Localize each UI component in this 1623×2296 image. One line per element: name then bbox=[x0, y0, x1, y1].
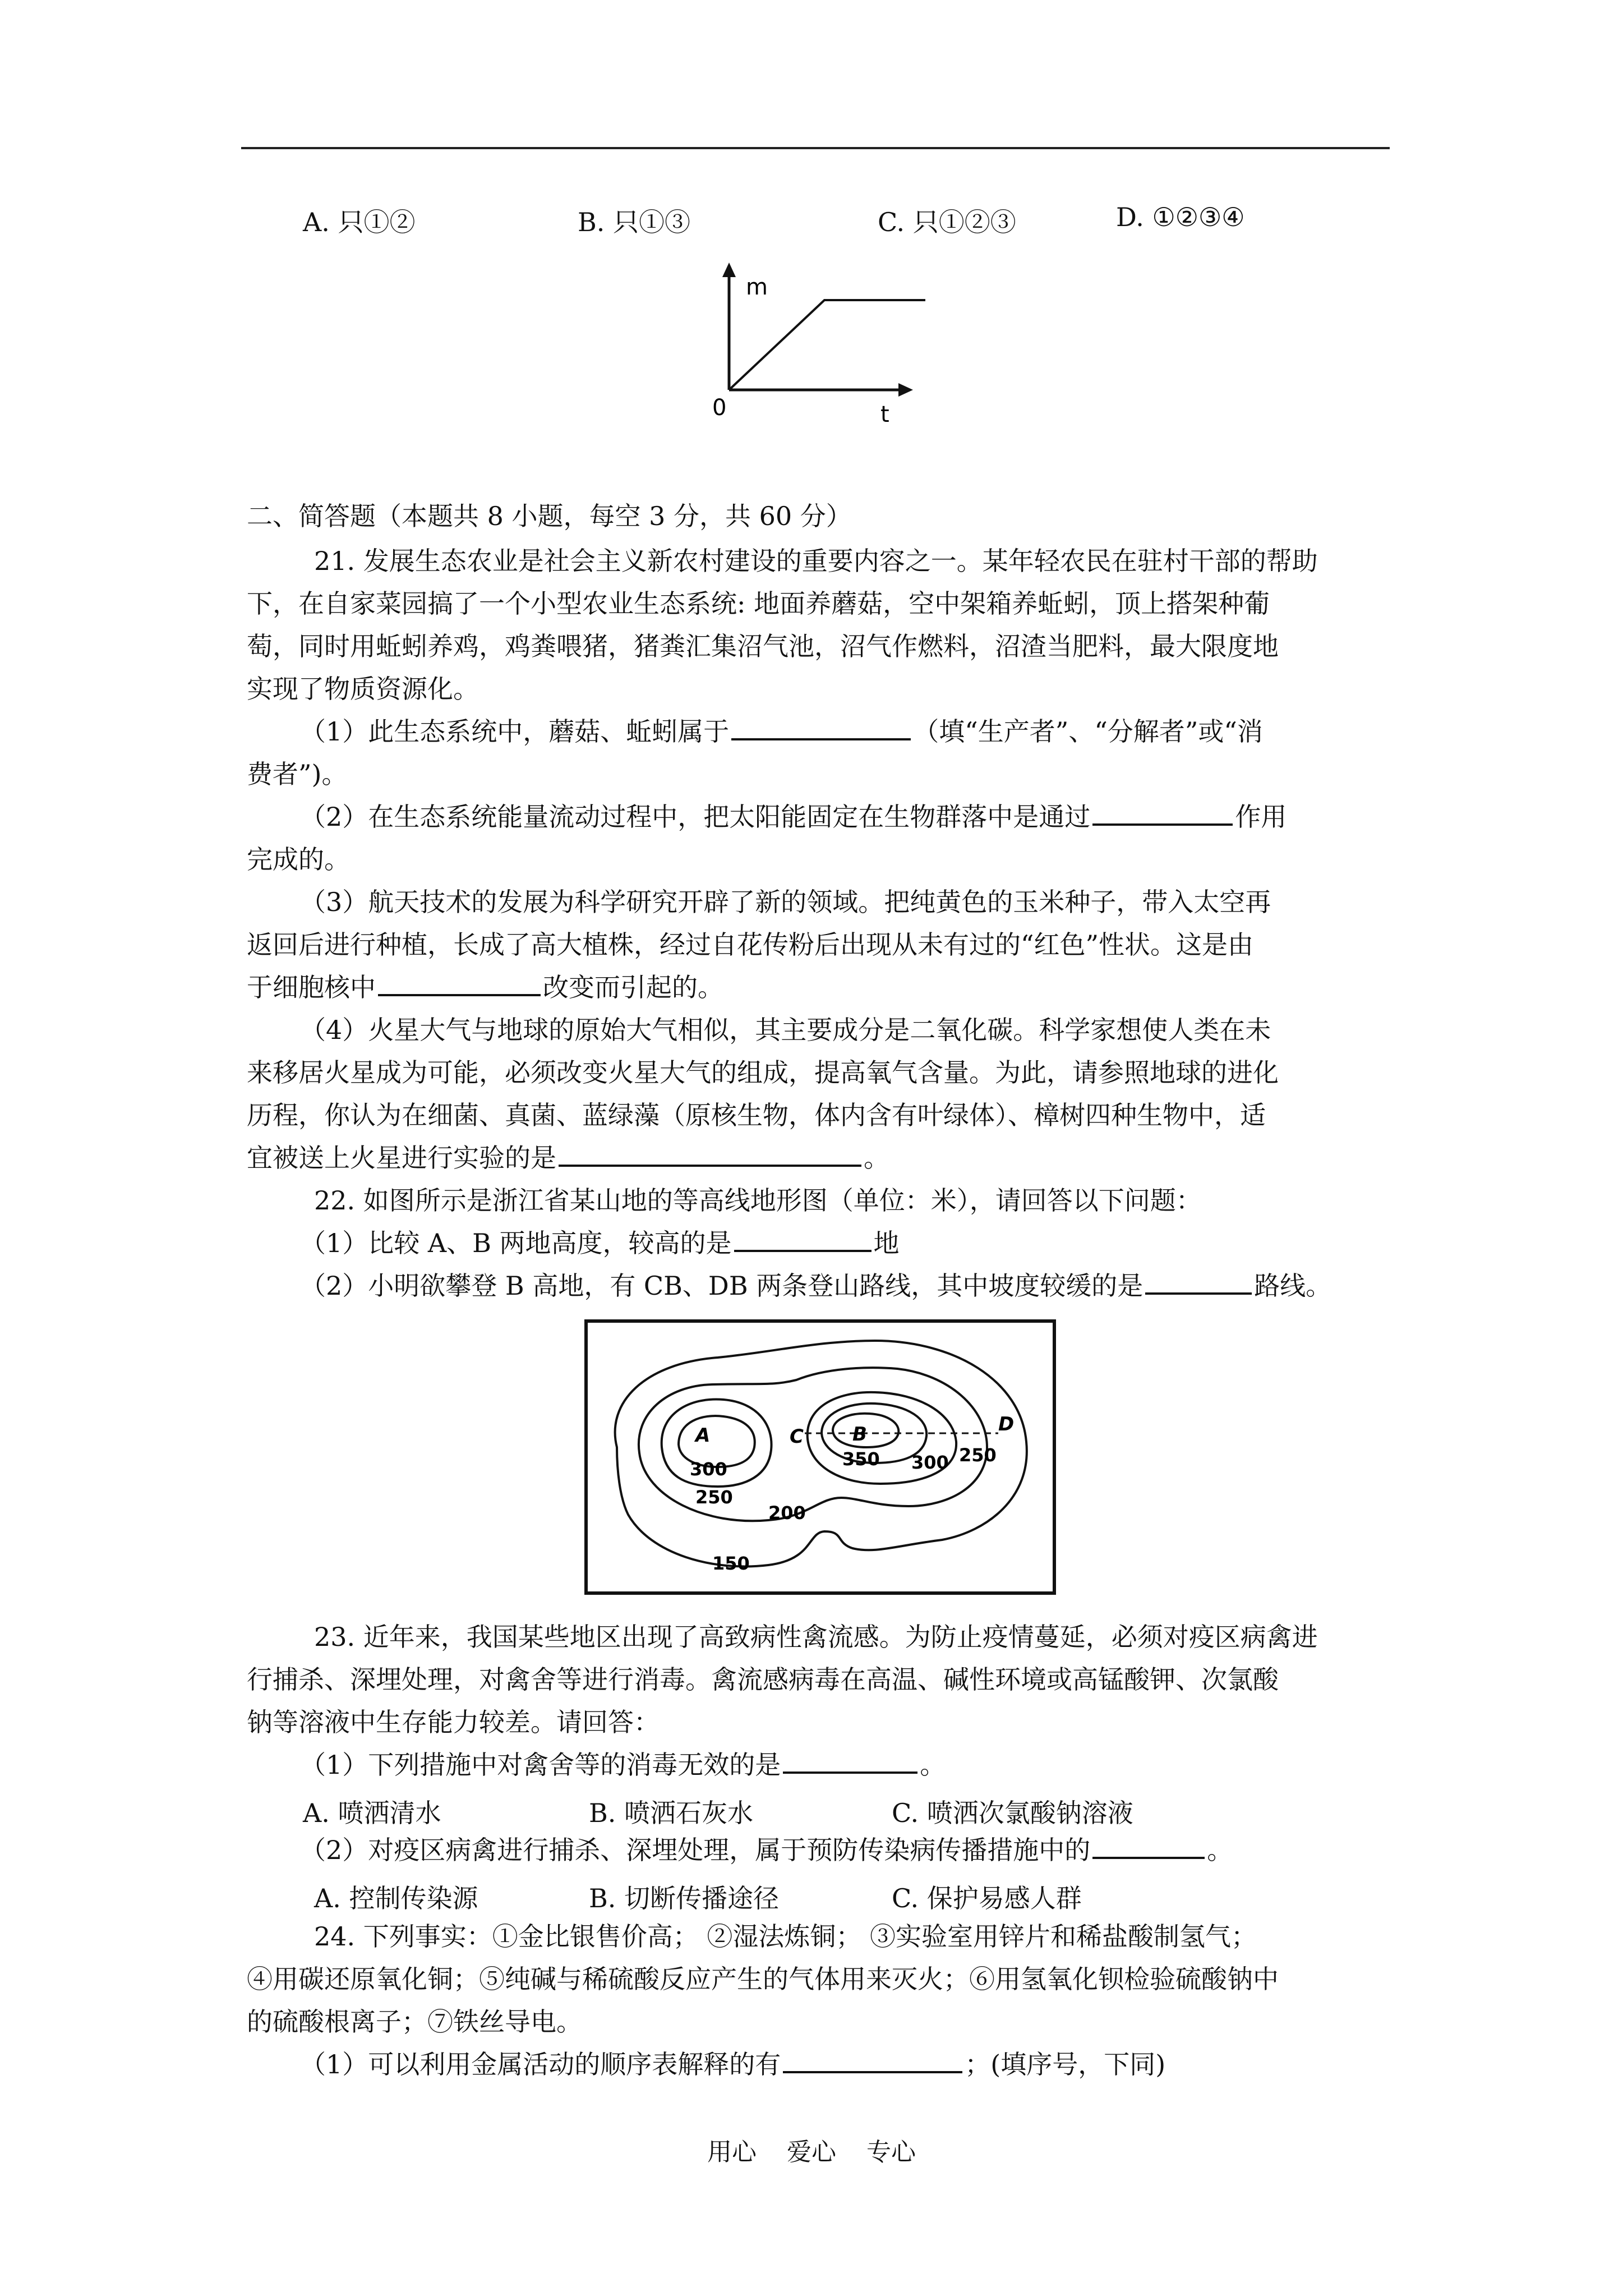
q22-part2: （2）小明欲攀登 B 高地，有 CB、DB 两条登山路线，其中坡度较缓的是 路线。 bbox=[300, 1264, 1331, 1307]
q21-intro-3: 萄，同时用蚯蚓养鸡，鸡粪喂猪，猪粪汇集沼气池，沼气作燃料，沼渣当肥料，最大限度地 bbox=[247, 631, 1279, 661]
contour-label-200: 200 bbox=[768, 1502, 806, 1524]
q23-p1-option-c: C. 喷洒次氯酸钠溶液 bbox=[892, 1798, 1133, 1828]
section-heading: 二、简答题（本题共 8 小题，每空 3 分，共 60 分） bbox=[247, 501, 852, 531]
q23-part2: （2）对疫区病禽进行捕杀、深埋处理，属于预防传染病传播措施中的 。 bbox=[300, 1829, 1233, 1871]
answer-blank-q23-1[interactable] bbox=[783, 1746, 917, 1774]
graph-y-label: m bbox=[746, 274, 768, 300]
page-footer: 用心 爱心 专心 bbox=[707, 2138, 916, 2166]
q23-intro-3: 钠等溶液中生存能力较差。请回答： bbox=[247, 1707, 660, 1737]
q24-intro-3: 的硫酸根离子；⑦铁丝导电。 bbox=[247, 2007, 582, 2037]
q23-p2-option-b: B. 切断传播途径 bbox=[589, 1883, 780, 1913]
q21-part4-line2: 来移居火星成为可能，必须改变火星大气的组成，提高氧气含量。为此，请参照地球的进化 bbox=[247, 1057, 1279, 1088]
q23-intro-1: 23. 近年来，我国某些地区出现了高致病性禽流感。为防止疫情蔓延，必须对疫区病禽进 bbox=[314, 1622, 1318, 1652]
map-label-d: D bbox=[998, 1413, 1015, 1435]
q21-part4-line1: （4）火星大气与地球的原始大气相似，其主要成分是二氧化碳。科学家想使人类在未 bbox=[300, 1015, 1271, 1045]
q20-option-d: D. ①②③④ bbox=[1116, 202, 1245, 232]
q21-part2-line1: （2）在生态系统能量流动过程中，把太阳能固定在生物群落中是通过 作用 bbox=[300, 795, 1287, 838]
q21-part3-line1: （3）航天技术的发展为科学研究开辟了新的领域。把纯黄色的玉米种子，带入太空再 bbox=[300, 887, 1271, 917]
contour-label-250-b: 250 bbox=[959, 1444, 997, 1466]
q23-intro-2: 行捕杀、深埋处理，对禽舍等进行消毒。禽流感病毒在高温、碱性环境或高锰酸钾、次氯酸 bbox=[247, 1664, 1279, 1695]
q20-option-c: C. 只①②③ bbox=[878, 207, 1016, 237]
q23-p2-option-a: A. 控制传染源 bbox=[314, 1883, 478, 1913]
contour-label-150: 150 bbox=[712, 1553, 750, 1574]
answer-blank-q21-4[interactable] bbox=[559, 1139, 861, 1167]
q21-part1-line1: （1）此生态系统中，蘑菇、蚯蚓属于 （填“生产者”、“分解者”或“消 bbox=[300, 710, 1263, 753]
answer-blank-q24-1[interactable] bbox=[783, 2045, 962, 2073]
map-label-c: C bbox=[790, 1425, 804, 1448]
map-label-a: A bbox=[695, 1424, 711, 1447]
contour-200 bbox=[639, 1368, 987, 1521]
q24-intro-2: ④用碳还原氧化铜；⑤纯碱与稀硫酸反应产生的气体用来灭火；⑥用氢氧化钡检验硫酸钠中 bbox=[247, 1964, 1279, 1994]
answer-blank-q21-1[interactable] bbox=[731, 712, 911, 740]
q22-intro: 22. 如图所示是浙江省某山地的等高线地形图（单位：米），请回答以下问题： bbox=[314, 1185, 1202, 1216]
header-rule bbox=[241, 147, 1390, 149]
graph-x-label: t bbox=[880, 402, 889, 427]
contour-label-300-a: 300 bbox=[690, 1458, 727, 1480]
q24-intro-1: 24. 下列事实：①金比银售价高； ②湿法炼铜； ③实验室用锌片和稀盐酸制氢气； bbox=[314, 1921, 1257, 1952]
answer-blank-q21-2[interactable] bbox=[1092, 798, 1233, 826]
q21-part3-line3: 于细胞核中 改变而引起的。 bbox=[247, 966, 723, 1009]
q21-part2-line2: 完成的。 bbox=[247, 844, 350, 875]
q20-option-b: B. 只①③ bbox=[578, 207, 691, 237]
contour-label-350: 350 bbox=[842, 1448, 880, 1470]
q22-part1: （1）比较 A、B 两地高度，较高的是 地 bbox=[300, 1222, 900, 1264]
contour-label-300-b: 300 bbox=[911, 1452, 949, 1473]
q21-intro-4: 实现了物质资源化。 bbox=[247, 674, 479, 704]
map-label-b: B bbox=[852, 1423, 867, 1446]
answer-blank-q23-2[interactable] bbox=[1092, 1831, 1205, 1859]
answer-blank-q22-2[interactable] bbox=[1145, 1267, 1252, 1295]
q20-option-a: A. 只①② bbox=[303, 207, 416, 237]
answer-blank-q21-3[interactable] bbox=[378, 968, 541, 996]
q21-part4-line3: 历程，你认为在细菌、真菌、蓝绿藻（原核生物，体内含有叶绿体）、樟树四种生物中，适 bbox=[247, 1100, 1266, 1130]
q21-part1-line2: 费者”)。 bbox=[247, 759, 348, 789]
q21-part4-line4: 宜被送上火星进行实验的是 。 bbox=[247, 1137, 889, 1179]
q21-intro-2: 下，在自家菜园搞了一个小型农业生态系统: 地面养蘑菇，空中架箱养蚯蚓，顶上搭架种葡 bbox=[247, 588, 1270, 619]
answer-blank-q22-1[interactable] bbox=[734, 1224, 872, 1252]
q23-p2-option-c: C. 保护易感人群 bbox=[892, 1883, 1082, 1913]
q23-p1-option-a: A. 喷洒清水 bbox=[303, 1798, 441, 1828]
q23-part1: （1）下列措施中对禽舍等的消毒无效的是 。 bbox=[300, 1743, 946, 1786]
q24-part1: （1）可以利用金属活动的顺序表解释的有 ；(填序号，下同) bbox=[300, 2043, 1165, 2086]
q23-p1-option-b: B. 喷洒石灰水 bbox=[589, 1798, 754, 1828]
mass-time-graph bbox=[701, 258, 925, 432]
q21-intro-1: 21. 发展生态农业是社会主义新农村建设的重要内容之一。某年轻农民在驻村干部的帮助 bbox=[314, 546, 1318, 576]
graph-origin-label: 0 bbox=[712, 395, 727, 421]
contour-map bbox=[583, 1318, 1060, 1599]
q21-part3-line2: 返回后进行种植，长成了高大植株，经过自花传粉后出现从未有过的“红色”性状。这是由 bbox=[247, 930, 1254, 960]
contour-label-250-a: 250 bbox=[695, 1487, 733, 1508]
